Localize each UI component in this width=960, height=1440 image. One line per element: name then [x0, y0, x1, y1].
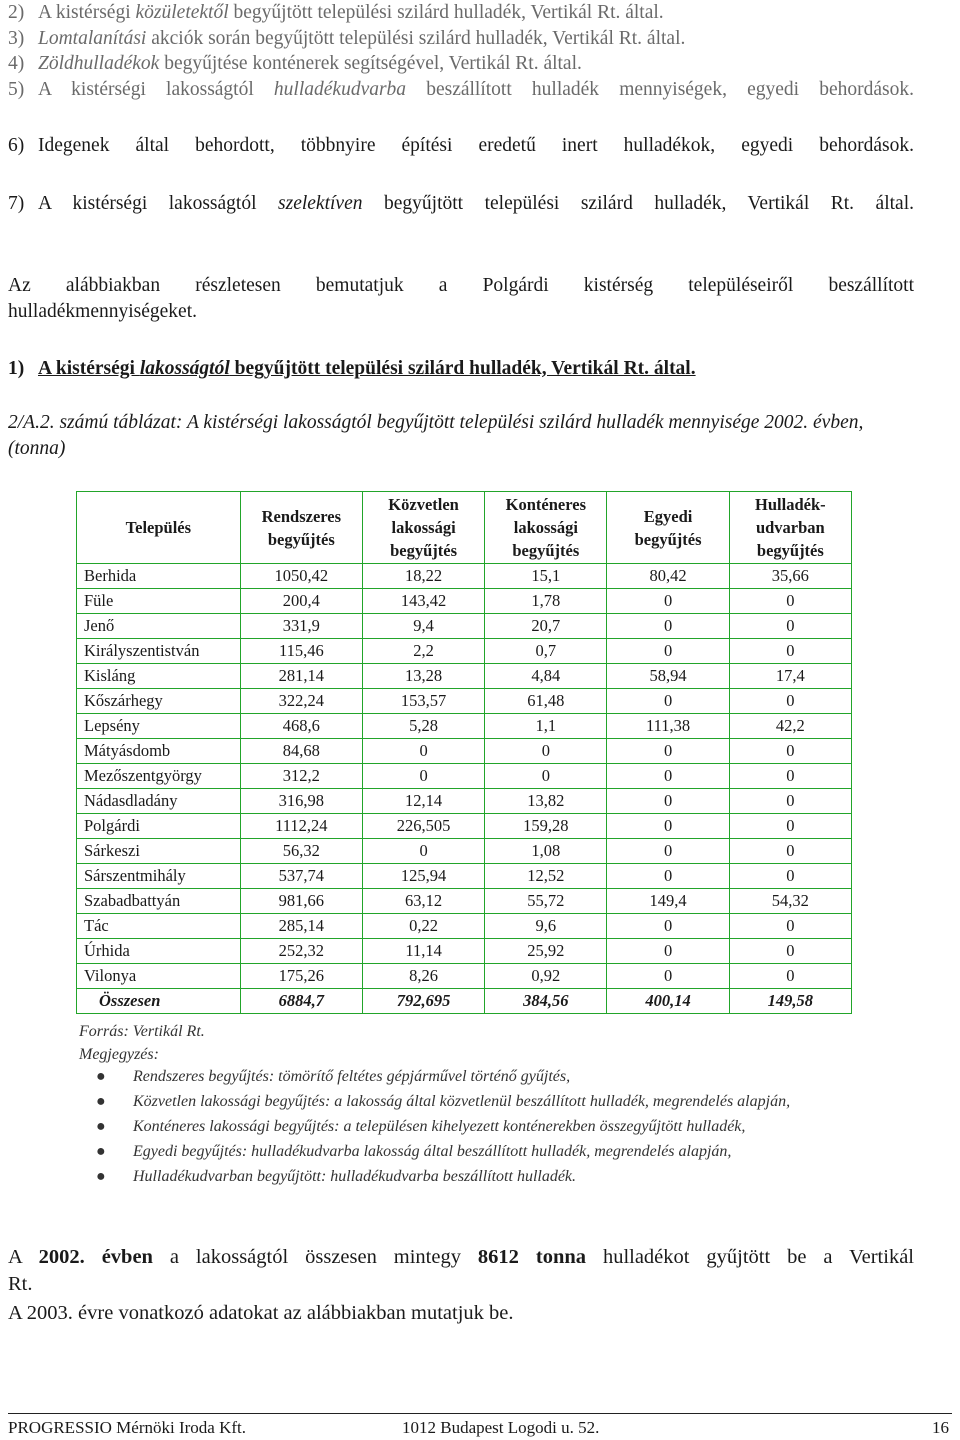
- value-cell: 0: [729, 689, 851, 714]
- column-header: Közvetlen lakossági begyűjtés: [362, 492, 484, 564]
- notes-list: [96, 1066, 916, 1191]
- value-cell: 25,92: [485, 939, 607, 964]
- list-item-text: A kistérségi közületektől begyűjtött települési szilárd hulladék, Vertikál Rt. által.: [38, 2, 664, 23]
- settlement-cell: Sárkeszi: [77, 839, 241, 864]
- bullet-icon: ●: [96, 1143, 106, 1160]
- value-cell: 125,94: [362, 864, 484, 889]
- value-cell: 0: [729, 764, 851, 789]
- value-cell: 0: [729, 914, 851, 939]
- notes-title: Megjegyzés:: [79, 1046, 159, 1063]
- value-cell: 175,26: [240, 964, 362, 989]
- conclusion-paragraph: A 2002. évben a lakosságtól összesen mintegy 8612 tonna hulladékot gyűjtött be a Vertikál Rt.: [8, 1246, 914, 1295]
- table-total-row: [77, 989, 852, 1014]
- table-row: [77, 664, 852, 689]
- value-cell: 9,4: [362, 614, 484, 639]
- value-cell: 1,78: [485, 589, 607, 614]
- value-cell: 0: [607, 764, 729, 789]
- settlement-cell: Szabadbattyán: [77, 889, 241, 914]
- table-row: [77, 689, 852, 714]
- footer-address: 1012 Budapest Logodi u. 52.: [402, 1418, 600, 1437]
- value-cell: 0: [729, 789, 851, 814]
- value-cell: 0,92: [485, 964, 607, 989]
- value-cell: 0: [607, 739, 729, 764]
- value-cell: 13,82: [485, 789, 607, 814]
- note-item: ● Konténeres lakossági begyűjtés: a településen kihelyezett konténerekben összegyűjtött hulladék,: [96, 1116, 916, 1138]
- value-cell: 0: [729, 614, 851, 639]
- value-cell: 35,66: [729, 564, 851, 589]
- table-row: [77, 839, 852, 864]
- table-row: [77, 914, 852, 939]
- settlement-cell: Lepsény: [77, 714, 241, 739]
- intro-paragraph: Az alábbiakban részletesen bemutatjuk a Polgárdi kistérség településeiről beszállított hulladékmennyiségeket.: [8, 275, 914, 322]
- footer-company: PROGRESSIO Mérnöki Iroda Kft.: [8, 1418, 246, 1437]
- value-cell: 9,6: [485, 914, 607, 939]
- value-cell: 0: [729, 739, 851, 764]
- value-cell: 792,695: [362, 989, 484, 1014]
- table-row: [77, 614, 852, 639]
- table-row: [77, 889, 852, 914]
- list-item-text: Lomtalanítási akciók során begyűjtött települési szilárd hulladék, Vertikál Rt. által.: [38, 28, 686, 49]
- value-cell: 6884,7: [240, 989, 362, 1014]
- value-cell: 0,7: [485, 639, 607, 664]
- value-cell: 0: [607, 589, 729, 614]
- list-item-number: 3): [8, 28, 25, 49]
- value-cell: 0: [607, 964, 729, 989]
- value-cell: 20,7: [485, 614, 607, 639]
- value-cell: 0: [729, 839, 851, 864]
- list-item-number: 5): [8, 79, 25, 100]
- footer-divider: [8, 1413, 952, 1414]
- settlement-cell: Tác: [77, 914, 241, 939]
- value-cell: 12,52: [485, 864, 607, 889]
- value-cell: 0: [607, 864, 729, 889]
- value-cell: 0: [607, 639, 729, 664]
- value-cell: 55,72: [485, 889, 607, 914]
- value-cell: 281,14: [240, 664, 362, 689]
- value-cell: 84,68: [240, 739, 362, 764]
- value-cell: 1112,24: [240, 814, 362, 839]
- value-cell: 0: [607, 814, 729, 839]
- value-cell: 115,46: [240, 639, 362, 664]
- value-cell: 316,98: [240, 789, 362, 814]
- list-item: [8, 26, 914, 52]
- value-cell: 2,2: [362, 639, 484, 664]
- value-cell: 15,1: [485, 564, 607, 589]
- value-cell: 0: [607, 914, 729, 939]
- value-cell: 58,94: [607, 664, 729, 689]
- list-item-number: 2): [8, 2, 25, 23]
- table-header-row: [77, 492, 852, 564]
- settlement-cell: Füle: [77, 589, 241, 614]
- settlement-cell: Összesen: [77, 989, 241, 1014]
- settlement-cell: Királyszentistván: [77, 639, 241, 664]
- bullet-icon: ●: [96, 1118, 106, 1135]
- value-cell: 42,2: [729, 714, 851, 739]
- next-year-line: A 2003. évre vonatkozó adatokat az alábbiakban mutatjuk be.: [8, 1302, 514, 1324]
- table-row: [77, 964, 852, 989]
- table-body: [77, 564, 852, 1014]
- value-cell: 0: [607, 839, 729, 864]
- section-heading: 1) A kistérségi lakosságtól begyűjtött települési szilárd hulladék, Vertikál Rt. által.: [8, 358, 696, 379]
- list-item: [8, 77, 914, 103]
- value-cell: 0,22: [362, 914, 484, 939]
- settlement-cell: Mátyásdomb: [77, 739, 241, 764]
- bullet-icon: ●: [96, 1068, 106, 1085]
- settlement-cell: Mezőszentgyörgy: [77, 764, 241, 789]
- list-item-number: 4): [8, 53, 25, 74]
- list-item-text: Idegenek által behordott, többnyire építési eredetű inert hulladékok, egyedi behordások.: [38, 135, 914, 156]
- value-cell: 13,28: [362, 664, 484, 689]
- table-row: [77, 764, 852, 789]
- value-cell: 4,84: [485, 664, 607, 689]
- value-cell: 0: [729, 814, 851, 839]
- value-cell: 159,28: [485, 814, 607, 839]
- value-cell: 0: [607, 689, 729, 714]
- bullet-icon: ●: [96, 1093, 106, 1110]
- column-header: Rendszeres begyűjtés: [240, 492, 362, 564]
- value-cell: 0: [485, 739, 607, 764]
- value-cell: 0: [729, 864, 851, 889]
- value-cell: 0: [362, 764, 484, 789]
- value-cell: 226,505: [362, 814, 484, 839]
- note-item: ● Egyedi begyűjtés: hulladékudvarba lakosság által beszállított hulladék, megrendelés alapján,: [96, 1141, 916, 1163]
- value-cell: 0: [485, 764, 607, 789]
- value-cell: 18,22: [362, 564, 484, 589]
- value-cell: 143,42: [362, 589, 484, 614]
- settlement-cell: Kisláng: [77, 664, 241, 689]
- settlement-cell: Jenő: [77, 614, 241, 639]
- column-header: Hulladék- udvarban begyűjtés: [729, 492, 851, 564]
- bullet-icon: ●: [96, 1168, 106, 1185]
- settlement-cell: Nádasdladány: [77, 789, 241, 814]
- value-cell: 0: [729, 589, 851, 614]
- list-item: [8, 51, 914, 77]
- value-cell: 537,74: [240, 864, 362, 889]
- table-source: Forrás: Vertikál Rt.: [79, 1023, 205, 1040]
- value-cell: 56,32: [240, 839, 362, 864]
- page-number: 16: [932, 1418, 949, 1437]
- table-row: [77, 864, 852, 889]
- table-caption: 2/A.2. számú táblázat: A kistérségi lakosságtól begyűjtött települési szilárd hulladék mennyisége 2002. évben, (tonna): [8, 412, 864, 459]
- list-item-number: 6): [8, 135, 25, 156]
- value-cell: 981,66: [240, 889, 362, 914]
- table-row: [77, 814, 852, 839]
- settlement-cell: Úrhida: [77, 939, 241, 964]
- value-cell: 12,14: [362, 789, 484, 814]
- value-cell: 252,32: [240, 939, 362, 964]
- list-item: [8, 0, 914, 26]
- value-cell: 54,32: [729, 889, 851, 914]
- list-item: [8, 133, 914, 159]
- value-cell: 468,6: [240, 714, 362, 739]
- value-cell: 0: [607, 614, 729, 639]
- value-cell: 1050,42: [240, 564, 362, 589]
- list-item: [8, 191, 914, 217]
- table-row: [77, 589, 852, 614]
- note-item: ● Hulladékudvarban begyűjtött: hulladékudvarba beszállított hulladék.: [96, 1166, 916, 1188]
- value-cell: 0: [607, 939, 729, 964]
- value-cell: 0: [729, 639, 851, 664]
- waste-table: [76, 491, 852, 1014]
- value-cell: 1,08: [485, 839, 607, 864]
- value-cell: 63,12: [362, 889, 484, 914]
- value-cell: 200,4: [240, 589, 362, 614]
- settlement-cell: Polgárdi: [77, 814, 241, 839]
- value-cell: 149,58: [729, 989, 851, 1014]
- settlement-cell: Vilonya: [77, 964, 241, 989]
- list-item-number: 7): [8, 193, 25, 214]
- column-header: Település: [77, 492, 241, 564]
- value-cell: 312,2: [240, 764, 362, 789]
- settlement-cell: Berhida: [77, 564, 241, 589]
- value-cell: 0: [362, 839, 484, 864]
- settlement-cell: Sárszentmihály: [77, 864, 241, 889]
- value-cell: 0: [729, 939, 851, 964]
- value-cell: 0: [729, 964, 851, 989]
- settlement-cell: Kőszárhegy: [77, 689, 241, 714]
- value-cell: 285,14: [240, 914, 362, 939]
- value-cell: 400,14: [607, 989, 729, 1014]
- table-row: [77, 639, 852, 664]
- value-cell: 61,48: [485, 689, 607, 714]
- value-cell: 331,9: [240, 614, 362, 639]
- column-header: Konténeres lakossági begyűjtés: [485, 492, 607, 564]
- value-cell: 0: [607, 789, 729, 814]
- value-cell: 149,4: [607, 889, 729, 914]
- table-row: [77, 564, 852, 589]
- list-item-text: A kistérségi lakosságtól hulladékudvarba beszállított hulladék mennyiségek, egyedi behordások.: [38, 79, 914, 100]
- list-item-text: Zöldhulladékok begyűjtése konténerek segítségével, Vertikál Rt. által.: [38, 53, 582, 74]
- value-cell: 8,26: [362, 964, 484, 989]
- value-cell: 111,38: [607, 714, 729, 739]
- table-row: [77, 739, 852, 764]
- value-cell: 80,42: [607, 564, 729, 589]
- table-row: [77, 714, 852, 739]
- value-cell: 11,14: [362, 939, 484, 964]
- value-cell: 1,1: [485, 714, 607, 739]
- value-cell: 0: [362, 739, 484, 764]
- value-cell: 153,57: [362, 689, 484, 714]
- value-cell: 384,56: [485, 989, 607, 1014]
- list-item-text: A kistérségi lakosságtól szelektíven begyűjtött települési szilárd hulladék, Vertikál Rt. által.: [38, 193, 914, 214]
- value-cell: 17,4: [729, 664, 851, 689]
- note-item: ● Közvetlen lakossági begyűjtés: a lakosság által közvetlenül beszállított hulladék, megrendelés alapján,: [96, 1091, 916, 1113]
- table-row: [77, 939, 852, 964]
- table-row: [77, 789, 852, 814]
- value-cell: 5,28: [362, 714, 484, 739]
- column-header: Egyedi begyűjtés: [607, 492, 729, 564]
- note-item: ● Rendszeres begyűjtés: tömörítő feltétes gépjárművel történő gyűjtés,: [96, 1066, 916, 1088]
- value-cell: 322,24: [240, 689, 362, 714]
